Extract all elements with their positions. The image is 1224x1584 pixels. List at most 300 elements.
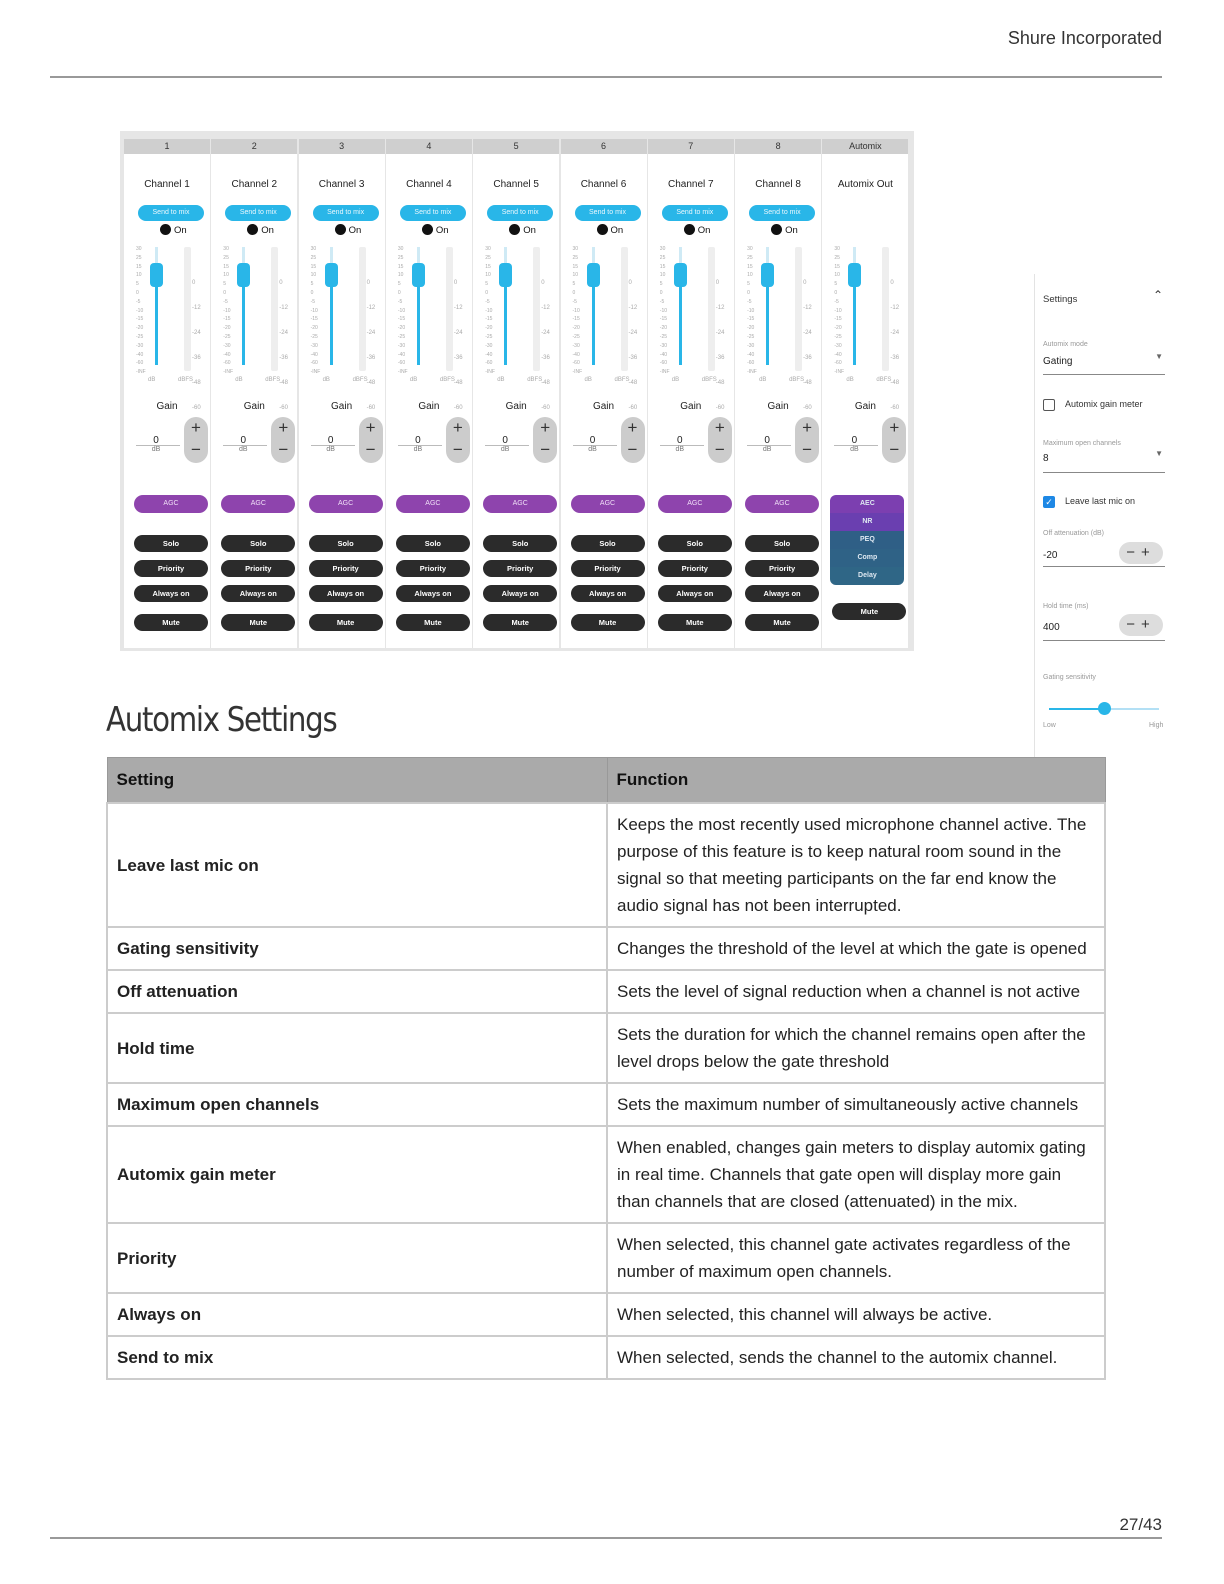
dbfs-meter-bar	[359, 247, 366, 371]
on-toggle[interactable]	[597, 224, 624, 236]
dbfs-meter-bar	[882, 247, 889, 371]
column-header-function: Function	[607, 758, 1105, 804]
gain-unit: dB	[500, 446, 510, 453]
meter-tick-label: -5	[747, 298, 752, 305]
divider	[1043, 566, 1165, 567]
gain-stepper[interactable]	[533, 417, 557, 463]
plus-icon[interactable]: +	[191, 418, 201, 437]
meter-dbfs-label: -48	[192, 380, 201, 386]
meter-dbfs-label: -48	[890, 380, 900, 386]
meter-dbfs-label: -48	[366, 380, 376, 386]
on-toggle[interactable]	[247, 224, 274, 236]
header-company: Shure Incorporated	[1007, 28, 1162, 48]
unit-dbfs: dBFS	[178, 377, 194, 383]
dbfs-scale	[890, 271, 899, 421]
meter-dbfs-label: -24	[279, 330, 288, 336]
meter-tick-label: 25	[834, 254, 840, 261]
meter-tick-label: 15	[136, 263, 142, 270]
gain-input[interactable]: 0	[851, 435, 858, 446]
gain-input[interactable]: 0	[240, 435, 247, 446]
collapse-chevron-icon[interactable]: ⌃	[1152, 288, 1163, 302]
always-on-button[interactable]: Always on	[221, 585, 295, 602]
gain-stepper[interactable]	[621, 417, 645, 463]
function-cell: Keeps the most recently used microphone channel active. The purpose of this feature is to keep natural room sound in the signal so that meeting participants on the far end know the audio signal has not been interrupted.	[607, 803, 1105, 927]
dbfs-scale	[279, 271, 288, 421]
gating-low-label: Low	[1043, 722, 1056, 729]
plus-icon[interactable]: +	[365, 418, 376, 437]
meter-tick-label: -INF	[136, 369, 146, 376]
on-label: On	[435, 225, 449, 236]
meter-tick-label: 5	[747, 281, 750, 288]
meter-tick-label: 0	[572, 289, 576, 296]
mute-button[interactable]: Mute	[396, 614, 470, 631]
meter-tick-label: -30	[310, 342, 318, 349]
solo-button[interactable]: Solo	[571, 535, 645, 552]
gain-label: Gain	[854, 401, 876, 412]
on-toggle[interactable]	[335, 224, 362, 236]
meter-tick-label: 30	[747, 246, 753, 252]
meter-tick-label: -25	[397, 333, 406, 340]
plus-icon[interactable]: +	[889, 418, 900, 437]
fader-knob[interactable]	[761, 263, 774, 287]
send-to-mix-button[interactable]: Send to mix	[749, 205, 815, 221]
meter-tick-label: -40	[223, 351, 231, 358]
automix-mode-select[interactable]: Gating	[1043, 356, 1073, 367]
agc-button[interactable]: AGC	[571, 495, 645, 513]
meter-tick-label: 0	[834, 289, 838, 296]
always-on-button[interactable]: Always on	[658, 585, 732, 602]
table-row	[107, 1336, 1105, 1379]
meter-tick-label: 25	[659, 254, 666, 261]
gain-input[interactable]: 0	[764, 435, 770, 446]
gating-slider-knob[interactable]	[1098, 702, 1111, 715]
gain-stepper[interactable]	[184, 417, 208, 463]
fader-knob[interactable]	[237, 263, 250, 287]
meter-tick-label: -10	[485, 307, 493, 314]
meter-tick-label: -60	[572, 360, 580, 367]
processing-block[interactable]: Delay	[830, 567, 904, 585]
channel-name: Channel 3	[318, 179, 365, 190]
hold-time-input[interactable]: 400	[1043, 622, 1060, 633]
meter-dbfs-label: -60	[453, 405, 463, 411]
meter-dbfs-label: -24	[803, 330, 812, 336]
max-open-select[interactable]: 8	[1043, 453, 1049, 464]
fader-knob[interactable]	[150, 263, 163, 287]
priority-button[interactable]: Priority	[309, 560, 383, 577]
meter-tick-label: -20	[310, 325, 318, 332]
solo-button[interactable]: Solo	[745, 535, 819, 552]
gain-label: Gain	[767, 401, 789, 412]
always-on-button[interactable]: Always on	[745, 585, 819, 602]
meter-tick-label: -25	[659, 333, 668, 340]
meter-tick-label: -25	[834, 333, 842, 340]
on-label: On	[610, 225, 624, 236]
meter-tick-label: 10	[747, 272, 753, 279]
section-title: Automix Settings	[106, 700, 337, 740]
meter-tick-label: -15	[397, 316, 406, 323]
gain-label: Gain	[505, 401, 527, 412]
fader-knob[interactable]	[325, 263, 338, 287]
gain-stepper[interactable]	[446, 417, 470, 463]
agc-button[interactable]: AGC	[134, 495, 208, 513]
priority-button[interactable]: Priority	[134, 560, 208, 577]
agc-button[interactable]: AGC	[309, 495, 383, 513]
table-row	[107, 1126, 1105, 1223]
solo-button[interactable]: Solo	[134, 535, 208, 552]
send-to-mix-button[interactable]: Send to mix	[138, 205, 204, 221]
gating-high-label: High	[1149, 722, 1164, 729]
meter-tick-label: 15	[485, 263, 491, 270]
minus-icon[interactable]: −	[802, 440, 813, 459]
setting-cell: Send to mix	[107, 1336, 607, 1379]
send-to-mix-button[interactable]: Send to mix	[575, 205, 641, 221]
meter-tick-label: 30	[572, 246, 579, 252]
meter-tick-label: 0	[747, 289, 750, 296]
gain-stepper[interactable]	[882, 417, 906, 463]
priority-button[interactable]: Priority	[658, 560, 732, 577]
gain-stepper[interactable]	[795, 417, 819, 463]
gain-label: Gain	[418, 401, 440, 412]
on-toggle[interactable]	[160, 224, 187, 236]
minus-icon[interactable]: −	[627, 440, 638, 459]
mute-button[interactable]: Mute	[221, 614, 295, 631]
strip-number: Automix	[822, 139, 908, 154]
on-label: On	[785, 225, 798, 236]
gain-label: Gain	[680, 401, 702, 412]
meter-dbfs-label: -12	[453, 305, 463, 311]
plus-icon[interactable]: +	[802, 418, 813, 437]
meter-tick-label: -40	[834, 351, 842, 358]
mute-button[interactable]: Mute	[745, 614, 819, 631]
processing-block[interactable]: PEQ	[830, 531, 904, 549]
gain-unit: dB	[675, 446, 685, 453]
meter-tick-label: -10	[747, 307, 755, 314]
plus-icon[interactable]: +	[540, 418, 551, 437]
priority-button[interactable]: Priority	[571, 560, 645, 577]
plus-icon[interactable]: +	[627, 418, 638, 437]
minus-icon[interactable]: −	[191, 440, 201, 459]
automix-settings-table	[106, 757, 1106, 1380]
meter-tick-label: -20	[747, 325, 755, 332]
unit-db: dB	[148, 377, 156, 383]
channel-strip	[473, 139, 559, 648]
mute-button[interactable]: Mute	[483, 614, 557, 631]
gain-stepper[interactable]	[359, 417, 383, 463]
meter-dbfs-label: -12	[192, 305, 201, 311]
function-cell: When selected, this channel gate activates regardless of the number of maximum open channels.	[607, 1223, 1105, 1293]
strip-number: 1	[124, 139, 210, 154]
meter-dbfs-label: -60	[715, 405, 725, 411]
meter-tick-label: -60	[485, 360, 493, 367]
dbfs-scale	[629, 271, 638, 421]
meter-dbfs-label: -60	[279, 405, 288, 411]
meter-dbfs-label: 0	[890, 280, 894, 286]
meter-dbfs-label: -36	[803, 355, 812, 361]
on-indicator-icon	[597, 224, 608, 235]
send-to-mix-button[interactable]: Send to mix	[400, 205, 466, 221]
dbfs-meter-bar	[271, 247, 278, 371]
meter-tick-label: -INF	[485, 369, 495, 376]
minus-icon[interactable]: −	[452, 440, 463, 459]
meter-tick-label: 30	[834, 246, 840, 252]
meter-tick-label: 10	[136, 272, 142, 279]
unit-db: dB	[497, 377, 505, 383]
strip-number: 6	[561, 139, 647, 154]
function-cell: When selected, this channel will always be active.	[607, 1293, 1105, 1336]
send-to-mix-button[interactable]: Send to mix	[225, 205, 291, 221]
mute-button[interactable]: Mute	[571, 614, 645, 631]
meter-dbfs-label: -24	[715, 330, 725, 336]
send-to-mix-button[interactable]: Send to mix	[487, 205, 553, 221]
automix-gain-meter-checkbox[interactable]	[1043, 399, 1055, 411]
processing-block[interactable]: NR	[830, 513, 904, 531]
always-on-button[interactable]: Always on	[134, 585, 208, 602]
gain-input[interactable]: 0	[677, 435, 683, 446]
table-row	[107, 970, 1105, 1013]
meter-tick-label: -15	[136, 316, 144, 323]
solo-button[interactable]: Solo	[396, 535, 470, 552]
meter-dbfs-label: 0	[453, 280, 458, 286]
meter-dbfs-label: -60	[192, 405, 201, 411]
meter-tick-label: -60	[834, 360, 842, 367]
gating-sensitivity-label: Gating sensitivity	[1043, 674, 1096, 681]
on-toggle[interactable]	[422, 224, 449, 236]
priority-button[interactable]: Priority	[483, 560, 557, 577]
gain-input[interactable]: 0	[153, 435, 159, 446]
automix-strip	[822, 139, 908, 648]
gain-stepper[interactable]	[708, 417, 732, 463]
strip-number: 7	[648, 139, 734, 154]
channel-name: Channel 4	[406, 179, 452, 190]
gain-input[interactable]: 0	[589, 435, 596, 446]
meter-tick-label: -5	[834, 298, 839, 305]
meter-tick-label: 15	[572, 263, 579, 270]
mute-button[interactable]: Mute	[832, 603, 906, 620]
dbfs-scale	[803, 271, 812, 421]
meter-dbfs-label: -60	[366, 405, 376, 411]
mute-button[interactable]: Mute	[309, 614, 383, 631]
on-indicator-icon	[247, 224, 258, 235]
mute-button[interactable]: Mute	[134, 614, 208, 631]
meter-tick-label: 30	[397, 246, 404, 252]
meter-tick-label: -5	[659, 298, 665, 305]
meter-tick-label: -15	[572, 316, 580, 323]
send-to-mix-button[interactable]: Send to mix	[662, 205, 728, 221]
send-to-mix-button[interactable]: Send to mix	[313, 205, 379, 221]
meter-dbfs-label: -24	[366, 330, 376, 336]
meter-tick-label: 25	[572, 254, 579, 261]
meter-tick-label: -25	[136, 333, 144, 340]
meter-tick-label: -20	[397, 325, 406, 332]
fader-knob[interactable]	[587, 263, 600, 287]
meter-tick-label: -10	[659, 307, 668, 314]
plus-icon[interactable]: +	[714, 418, 725, 437]
meter-tick-label: -20	[572, 325, 580, 332]
dbfs-meter-bar	[795, 247, 802, 371]
agc-button[interactable]: AGC	[658, 495, 732, 513]
function-cell: When selected, sends the channel to the automix channel.	[607, 1336, 1105, 1379]
meter-tick-label: -INF	[747, 369, 757, 376]
agc-button[interactable]: AGC	[483, 495, 557, 513]
fader-knob[interactable]	[674, 263, 687, 287]
off-attenuation-stepper[interactable]: −+	[1119, 542, 1163, 564]
always-on-button[interactable]: Always on	[309, 585, 383, 602]
meter-tick-label: -5	[572, 298, 577, 305]
gain-input[interactable]: 0	[415, 435, 421, 446]
minus-icon[interactable]: −	[278, 440, 289, 459]
divider	[1043, 472, 1165, 473]
off-attenuation-input[interactable]: -20	[1043, 550, 1058, 561]
on-toggle[interactable]	[684, 224, 711, 236]
meter-tick-label: 30	[485, 246, 491, 252]
meter-tick-label: -20	[223, 325, 231, 332]
meter-tick-label: -INF	[572, 369, 583, 376]
meter-tick-label: -INF	[397, 369, 408, 376]
table-row	[107, 1293, 1105, 1336]
on-indicator-icon	[684, 224, 695, 235]
meter-tick-label: 5	[397, 281, 401, 288]
meter-tick-label: -20	[659, 325, 668, 332]
meter-tick-label: -40	[659, 351, 668, 358]
meter-tick-label: -25	[310, 333, 318, 340]
priority-button[interactable]: Priority	[745, 560, 819, 577]
meter-dbfs-label: -12	[279, 305, 288, 311]
agc-button[interactable]: AGC	[221, 495, 295, 513]
meter-tick-label: 30	[136, 246, 142, 252]
meter-tick-label: -INF	[223, 369, 234, 376]
minus-icon[interactable]: −	[714, 440, 725, 459]
solo-button[interactable]: Solo	[658, 535, 732, 552]
solo-button[interactable]: Solo	[221, 535, 295, 552]
solo-button[interactable]: Solo	[483, 535, 557, 552]
fader-knob[interactable]	[412, 263, 425, 287]
dbfs-scale	[716, 271, 725, 421]
gain-input[interactable]: 0	[502, 435, 508, 446]
meter-dbfs-label: 0	[192, 280, 196, 286]
always-on-button[interactable]: Always on	[571, 585, 645, 602]
meter-dbfs-label: -36	[890, 355, 900, 361]
meter-tick-label: -40	[397, 351, 406, 358]
dbfs-scale	[454, 271, 463, 421]
plus-icon[interactable]: +	[452, 418, 463, 437]
meter-tick-label: -15	[834, 316, 842, 323]
meter-tick-label: -25	[747, 333, 755, 340]
meter-tick-label: 5	[310, 281, 314, 288]
meter-tick-label: -15	[223, 316, 231, 323]
priority-button[interactable]: Priority	[396, 560, 470, 577]
processing-block[interactable]: Comp	[830, 549, 904, 567]
gain-stepper[interactable]	[271, 417, 295, 463]
meter-tick-label: -15	[485, 316, 493, 323]
meter-dbfs-label: -48	[279, 380, 288, 386]
agc-button[interactable]: AGC	[396, 495, 470, 513]
setting-cell: Gating sensitivity	[107, 927, 607, 970]
channel-name: Channel 7	[668, 179, 714, 190]
minus-icon[interactable]: −	[889, 440, 900, 459]
dbfs-meter-bar	[708, 247, 715, 371]
setting-cell: Leave last mic on	[107, 803, 607, 927]
unit-dbfs: dBFS	[527, 377, 543, 383]
meter-tick-label: -30	[572, 342, 580, 349]
hold-time-stepper[interactable]: −+	[1119, 614, 1163, 636]
meter-dbfs-label: -36	[628, 355, 638, 361]
table-row	[107, 1083, 1105, 1126]
gain-unit: dB	[762, 446, 772, 453]
meter-tick-label: -20	[834, 325, 842, 332]
priority-button[interactable]: Priority	[221, 560, 295, 577]
meter-dbfs-label: 0	[541, 280, 545, 286]
minus-icon[interactable]: −	[540, 440, 551, 459]
setting-cell: Priority	[107, 1223, 607, 1293]
plus-icon[interactable]: +	[278, 418, 289, 437]
max-open-label: Maximum open channels	[1043, 440, 1121, 447]
meter-tick-label: 10	[397, 272, 404, 279]
leave-last-mic-checkbox[interactable]: ✓	[1043, 496, 1055, 508]
gain-input[interactable]: 0	[327, 435, 334, 446]
meter-dbfs-label: -60	[628, 405, 638, 411]
meter-tick-label: -20	[136, 325, 144, 332]
processing-block[interactable]: AEC	[830, 495, 904, 513]
meter-dbfs-label: -12	[890, 305, 900, 311]
meter-tick-label: -10	[310, 307, 318, 314]
on-indicator-icon	[509, 224, 520, 235]
meter-dbfs-label: 0	[366, 280, 370, 286]
unit-db: dB	[322, 377, 330, 383]
meter-dbfs-label: -36	[541, 355, 550, 361]
on-indicator-icon	[160, 224, 171, 235]
meter-dbfs-label: -36	[715, 355, 725, 361]
meter-dbfs-label: -48	[541, 380, 550, 386]
gain-unit: dB	[326, 446, 335, 453]
meter-dbfs-label: -12	[366, 305, 376, 311]
always-on-button[interactable]: Always on	[396, 585, 470, 602]
always-on-button[interactable]: Always on	[483, 585, 557, 602]
unit-dbfs: dBFS	[614, 377, 630, 383]
meter-tick-label: -30	[834, 342, 842, 349]
meter-tick-label: -15	[310, 316, 318, 323]
solo-button[interactable]: Solo	[309, 535, 383, 552]
dbfs-meter-bar	[446, 247, 453, 371]
meter-dbfs-label: -36	[366, 355, 376, 361]
fader-knob[interactable]	[499, 263, 512, 287]
meter-tick-label: 5	[223, 281, 227, 288]
minus-icon[interactable]: −	[365, 440, 376, 459]
agc-button[interactable]: AGC	[745, 495, 819, 513]
unit-dbfs: dBFS	[439, 377, 455, 383]
dbfs-scale	[367, 271, 376, 421]
meter-tick-label: -40	[310, 351, 318, 358]
meter-tick-label: 25	[223, 254, 229, 261]
meter-tick-label: -60	[136, 360, 144, 367]
meter-tick-label: -60	[223, 360, 231, 367]
meter-tick-label: 25	[747, 254, 753, 261]
meter-tick-label: -40	[136, 351, 144, 358]
on-toggle[interactable]	[509, 224, 536, 236]
meter-tick-label: 10	[834, 272, 840, 279]
channel-name: Automix Out	[837, 179, 893, 190]
meter-tick-label: -60	[659, 360, 668, 367]
meter-tick-label: -20	[485, 325, 493, 332]
on-toggle[interactable]	[771, 224, 798, 236]
gain-unit: dB	[413, 446, 423, 453]
mute-button[interactable]: Mute	[658, 614, 732, 631]
meter-dbfs-label: -24	[628, 330, 638, 336]
meter-tick-label: 10	[223, 272, 229, 279]
on-indicator-icon	[771, 224, 782, 235]
meter-tick-label: -60	[747, 360, 755, 367]
fader-knob[interactable]	[848, 263, 861, 287]
meter-tick-label: 10	[310, 272, 317, 279]
